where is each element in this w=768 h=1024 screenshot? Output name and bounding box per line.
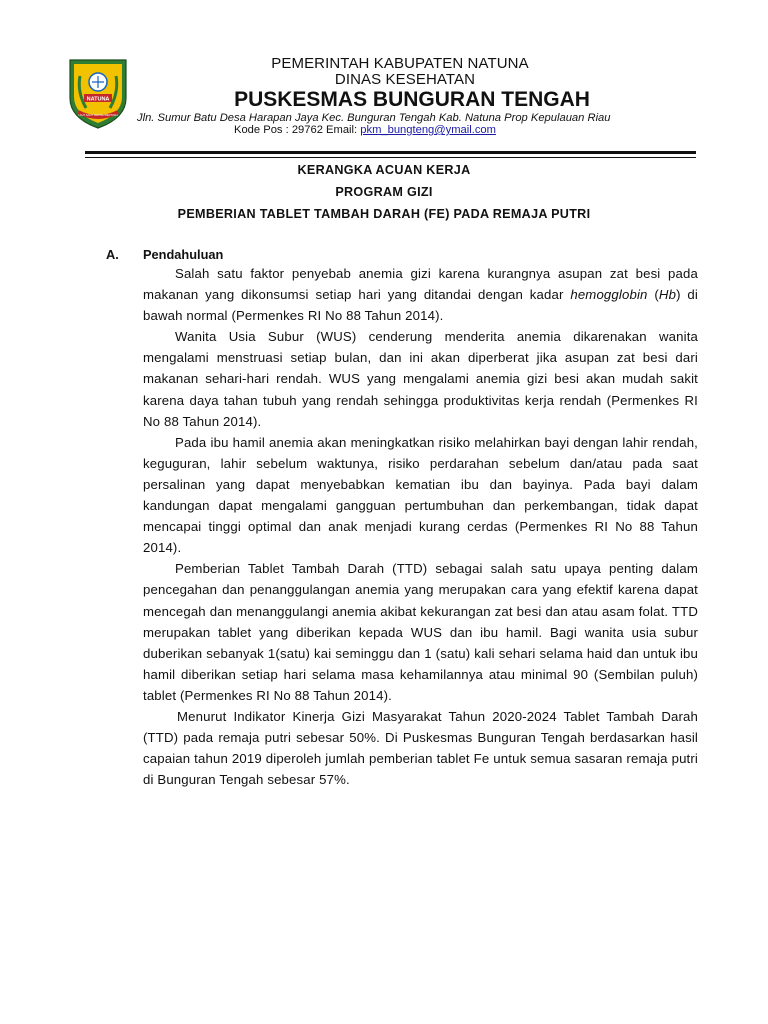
document-heading-3: PEMBERIAN TABLET TAMBAH DARAH (FE) PADA REMAJA PUTRI (177, 207, 591, 221)
paragraph-1-italic-term: hemogglobin (570, 287, 648, 303)
logo-text: NATUNA (86, 96, 110, 103)
logo-motto: LAUT SAKTI RANTAU BERTUAH (78, 114, 118, 117)
paragraph-1-text-a: Salah satu faktor penyebab anemia gizi karena kurangnya asupan zat besi pada makanan yang dikonsumsi setiap hari yang ditandai dengan kadar (143, 266, 698, 303)
paragraph-1-text-b: ( (647, 287, 659, 303)
paragraph-1 (143, 263, 698, 326)
institution-contact (234, 124, 496, 137)
email-link[interactable]: pkm_bungteng@ymail.com (360, 124, 496, 136)
paragraph-1-text-c: ) di bawah normal (Permenkes RI No 88 Tahun 2014). (143, 287, 698, 324)
paragraph-5: Menurut Indikator Kinerja Gizi Masyarakat Tahun 2020-2024 Tablet Tambah Darah (TTD) pada remaja putri sebesar 50%. Di Puskesmas Bunguran Tengah berdasarkan hasil capaian tahun 2019 diperoleh jumlah pemberian tablet Fe untuk semua sasaran remaja putri di Bunguran Tengah sebesar 57%. (143, 708, 698, 788)
letterhead (0, 56, 768, 112)
paragraph-2: Wanita Usia Subur (WUS) cenderung menderita anemia dikarenakan wanita mengalami menstruasi setiap bulan, dan ini akan diperberat jika asupan zat besi dari makanan sehari-hari rendah. WUS yang mengalami anemia gizi besi akan mudah sakit karena daya tahan tubuh yang rendah sehingga produktivitas kerja rendah (Permenkes RI No 88 Tahun 2014). (143, 329, 698, 429)
section-body (143, 263, 698, 790)
paragraph-4: Pemberian Tablet Tambah Darah (TTD) sebagai salah satu upaya penting dalam pencegahan dan penanggulangan anemia yang merupakan cara yang efektif karena dapat mencegah dan menanggulangi anemia akibat kekurangan zat besi dan atau asam folat. TTD merupakan tablet yang diberikan kepada WUS dan ibu hamil. Bagi wanita usia subur duberikan sebanyak 1(satu) kai seminggu dan 1 (satu) kali sehari selama haid dan untuk ibu hamil diberikan setiap hari selama masa kehamilannya atau minimal 90 (Sembilan puluh) tablet (Permenkes RI No 88 Tahun 2014). (143, 561, 698, 703)
letterhead-rule-thick (85, 151, 696, 154)
institution-address: Jln. Sumur Batu Desa Harapan Jaya Kec. Bunguran Tengah Kab. Natuna Prop Kepulauan Riau (137, 112, 611, 124)
section-number: A. (106, 247, 119, 262)
document-heading-2: PROGRAM GIZI (335, 185, 433, 199)
government-name: PEMERINTAH KABUPATEN NATUNA (271, 55, 529, 72)
postal-code-label: Kode Pos : 29762 Email: (234, 124, 361, 136)
department-name: DINAS KESEHATAN (334, 71, 476, 88)
paragraph-3: Pada ibu hamil anemia akan meningkatkan risiko melahirkan bayi dengan lahir rendah, keguguran, lahir sebelum waktunya, risiko perdarahan sebelum dan/atau pada saat persalinan yang dapat menyebabkan kematian ibu dan bayinya. Pada bayi dalam kandungan dapat mengalami gangguan pertumbuhan dan perkembangan, tidak dapat mencapai tinggi optimal dan anak menjadi kurang cerdas (Permenkes RI No 88 Tahun 2014). (143, 434, 698, 556)
paragraph-1-italic-abbr: Hb (658, 287, 677, 303)
institution-title: PUSKESMAS BUNGURAN TENGAH (234, 88, 590, 111)
document-heading-1: KERANGKA ACUAN KERJA (297, 163, 471, 177)
letterhead-rule-thin (85, 157, 696, 158)
section-title: Pendahuluan (143, 247, 224, 262)
